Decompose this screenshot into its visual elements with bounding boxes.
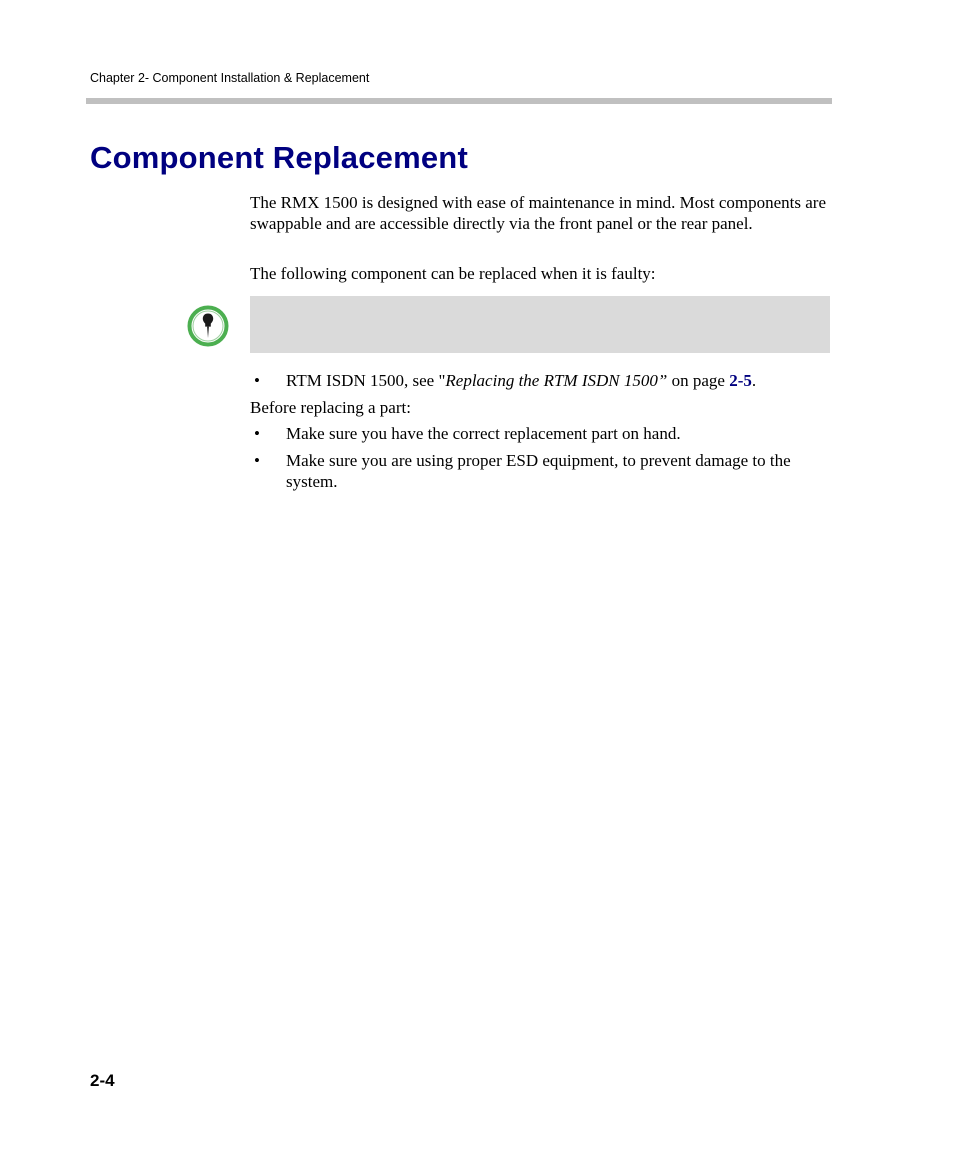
list-item-prefix: RTM ISDN 1500, see	[286, 371, 439, 390]
page-ref-link[interactable]: 2-5	[729, 371, 752, 390]
bullet-marker: •	[254, 371, 260, 390]
quote-open: "	[438, 371, 446, 390]
before-intro-paragraph: Before replacing a part:	[250, 398, 411, 417]
replaceable-intro-paragraph: The following component can be replaced when it is faulty:	[250, 264, 656, 283]
bullet-marker: •	[254, 451, 260, 470]
list-item-suffix: .	[751, 371, 757, 390]
list-item-text	[286, 370, 831, 391]
list-item-text: Make sure you have the correct replacement part on hand.	[286, 424, 681, 443]
page-title: Component Replacement	[90, 140, 468, 175]
list-item-middle: on page	[667, 371, 730, 390]
running-header: Chapter 2- Component Installation & Replacement	[90, 71, 370, 85]
intro-paragraph: The RMX 1500 is designed with ease of maintenance in mind. Most components are swappable and are accessible directly via the front panel or the rear panel.	[250, 193, 826, 233]
quote-close: ”	[657, 371, 668, 390]
bullet-marker: •	[254, 424, 260, 443]
header-rule	[86, 98, 832, 104]
xref-title[interactable]: Replacing the RTM ISDN 1500	[445, 371, 658, 390]
note-box	[250, 296, 830, 353]
list-item-text: Make sure you are using proper ESD equipment, to prevent damage to the system.	[286, 451, 791, 491]
note-pin-icon	[186, 304, 230, 348]
page-number: 2-4	[90, 1071, 115, 1090]
